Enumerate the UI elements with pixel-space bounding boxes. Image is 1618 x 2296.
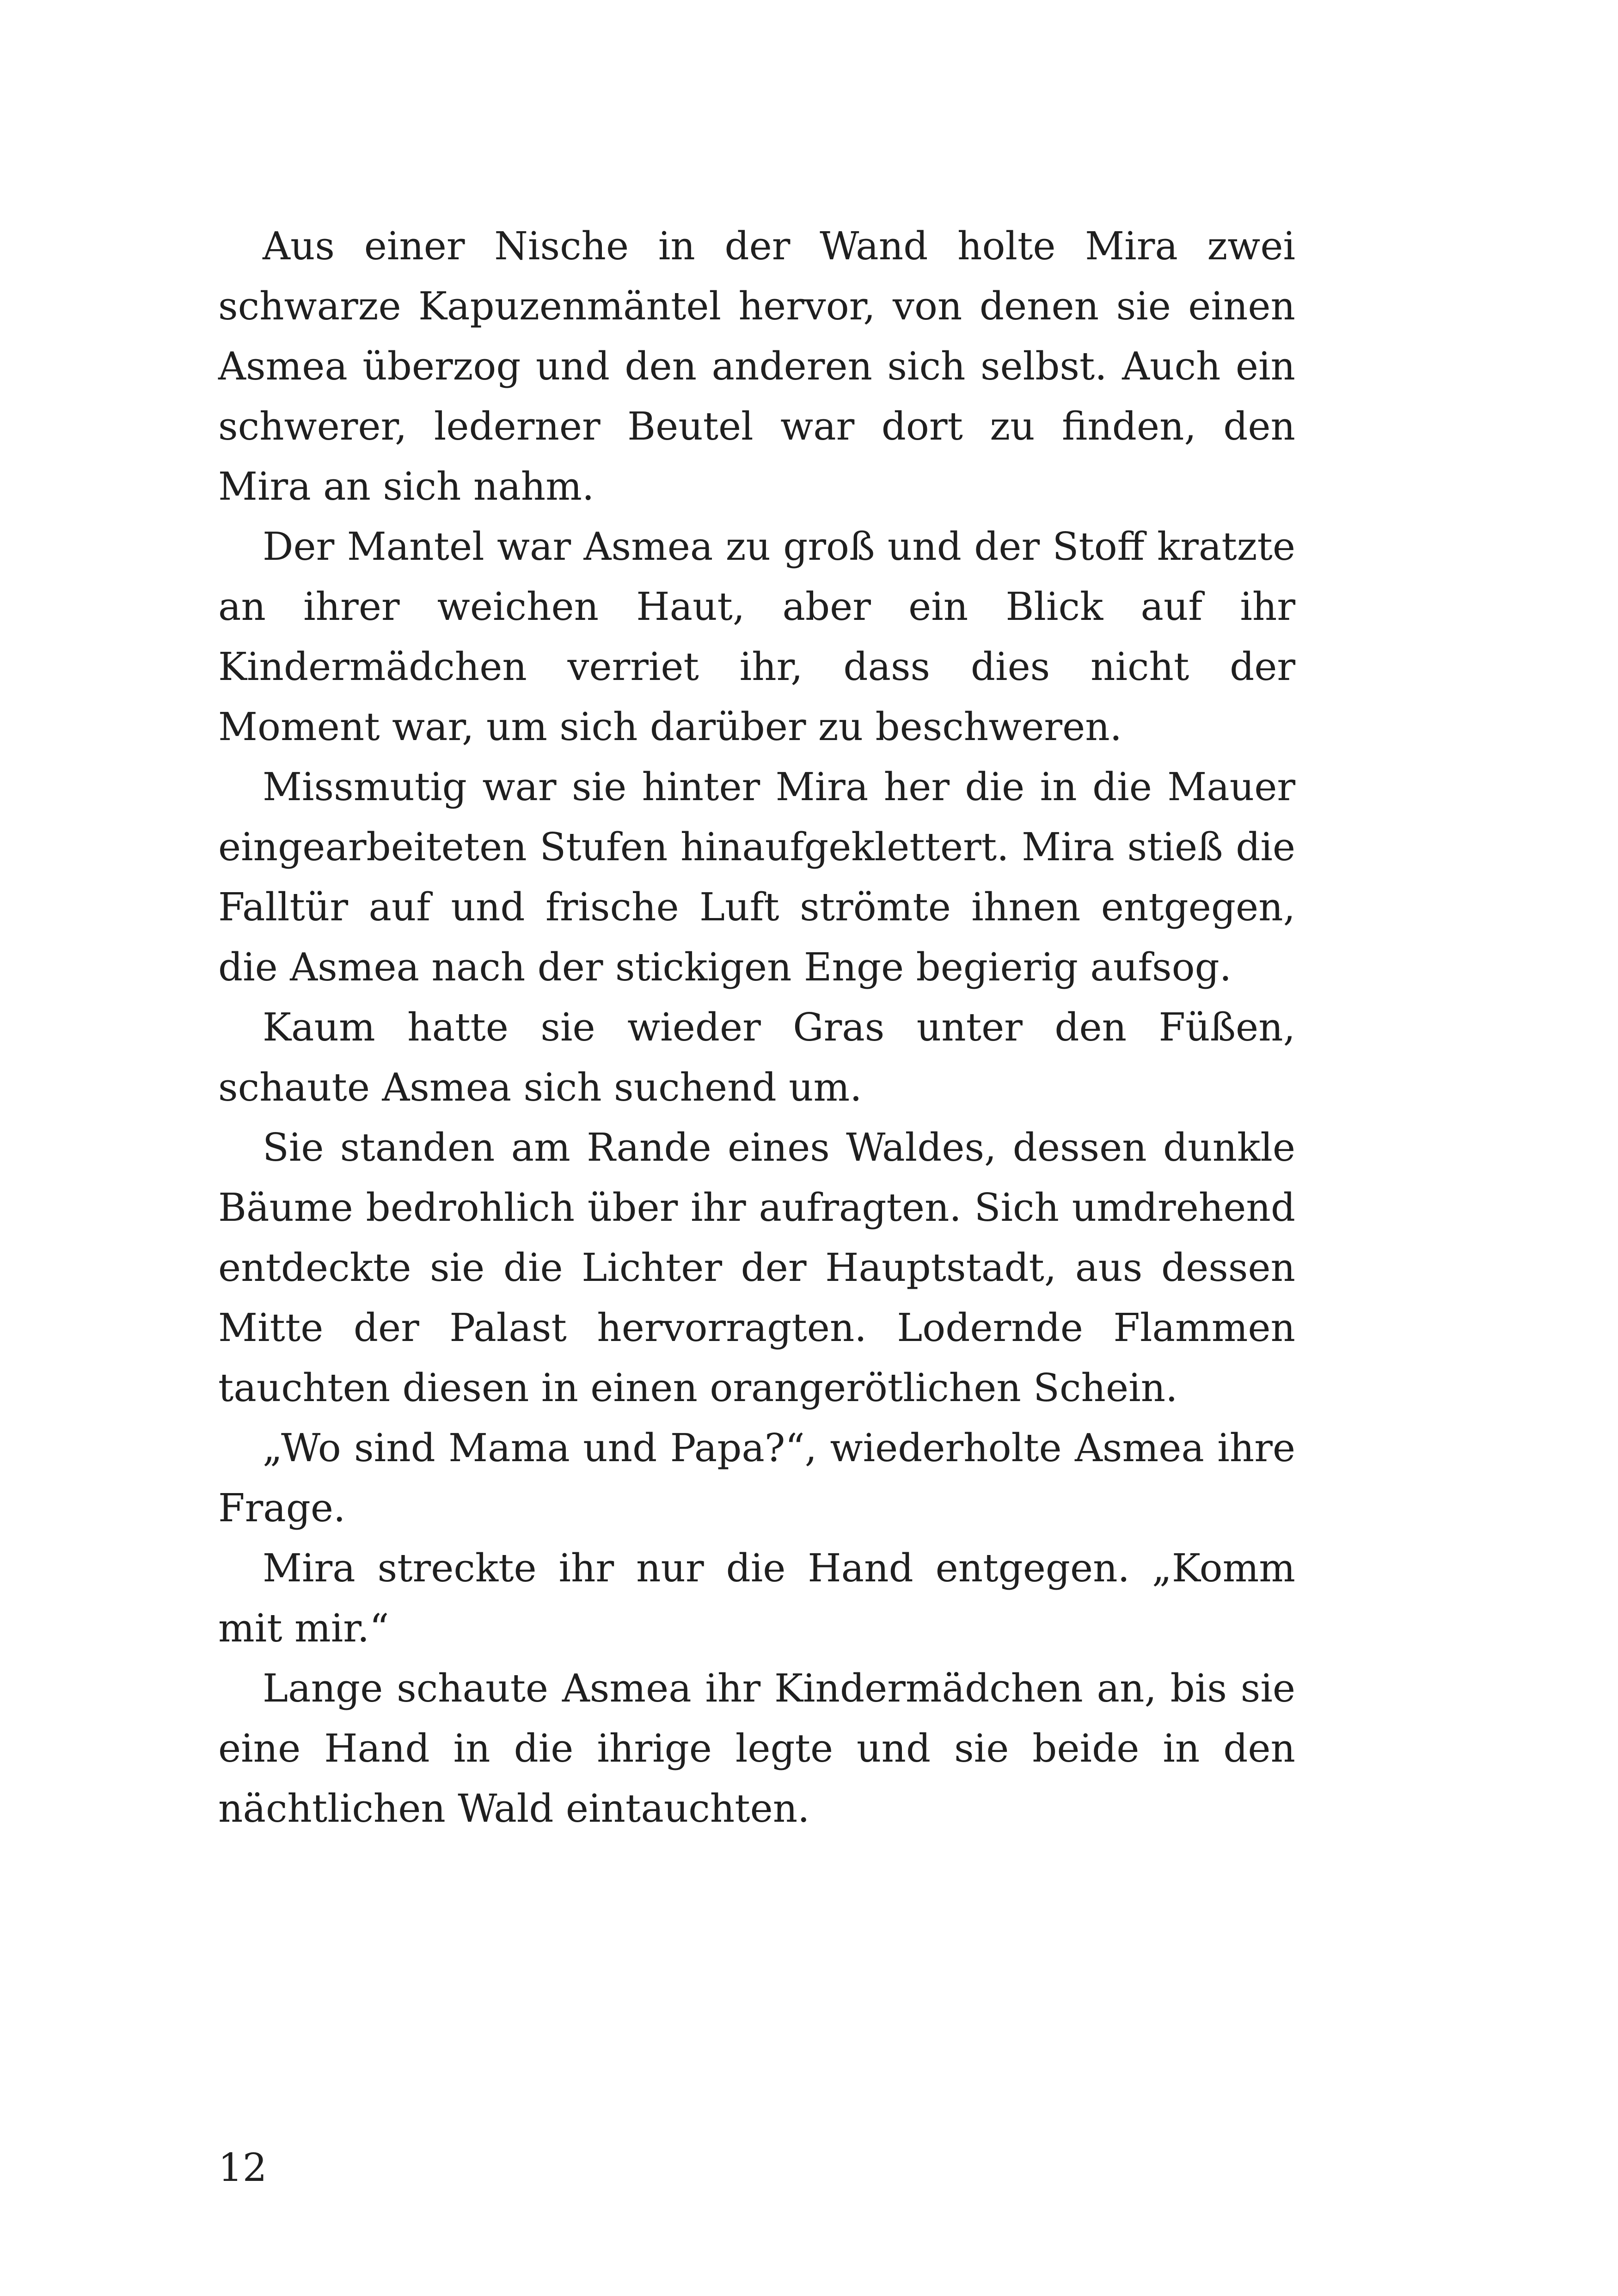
paragraph: Lange schaute Asmea ihr Kindermädchen an, bis sie eine Hand in die ihrige legte und sie beide in den nächtlichen Wald eintauchten. <box>218 1666 1295 1831</box>
paragraph: Kaum hatte sie wieder Gras unter den Füßen, schaute Asmea sich suchend um. <box>218 1005 1295 1110</box>
paragraph: Sie standen am Rande eines Waldes, dessen dunkle Bäume bedrohlich über ihr aufragten. Sich umdrehend entdeckte sie die Lichter der Hauptstadt, aus dessen Mitte der Palast hervorragten. Lodernde Flammen tauchten diesen in einen orangerötlichen Schein. <box>218 1125 1295 1410</box>
paragraph: Der Mantel war Asmea zu groß und der Stoff kratzte an ihrer weichen Haut, aber ein Blick auf ihr Kindermädchen verriet ihr, dass dies nicht der Moment war, um sich darüber zu beschweren. <box>218 524 1295 749</box>
page-number: 12 <box>218 2145 267 2190</box>
paragraph: Aus einer Nische in der Wand holte Mira zwei schwarze Kapuzenmäntel hervor, von denen sie einen Asmea überzog und den anderen sich selbst. Auch ein schwerer, lederner Beutel war dort zu finden, den Mira an sich nahm. <box>218 224 1295 509</box>
paragraph: Mira streckte ihr nur die Hand entgegen. „Komm mit mir.“ <box>218 1546 1295 1651</box>
paragraph: Missmutig war sie hinter Mira her die in die Mauer eingearbeiteten Stufen hinaufgeklettert. Mira stieß die Falltür auf und frische Luft strömte ihnen entgegen, die Asmea nach der stickigen Enge begierig aufsog. <box>218 765 1295 990</box>
paragraph: „Wo sind Mama und Papa?“, wiederholte Asmea ihre Frage. <box>218 1426 1295 1531</box>
body-text <box>218 216 1295 1839</box>
